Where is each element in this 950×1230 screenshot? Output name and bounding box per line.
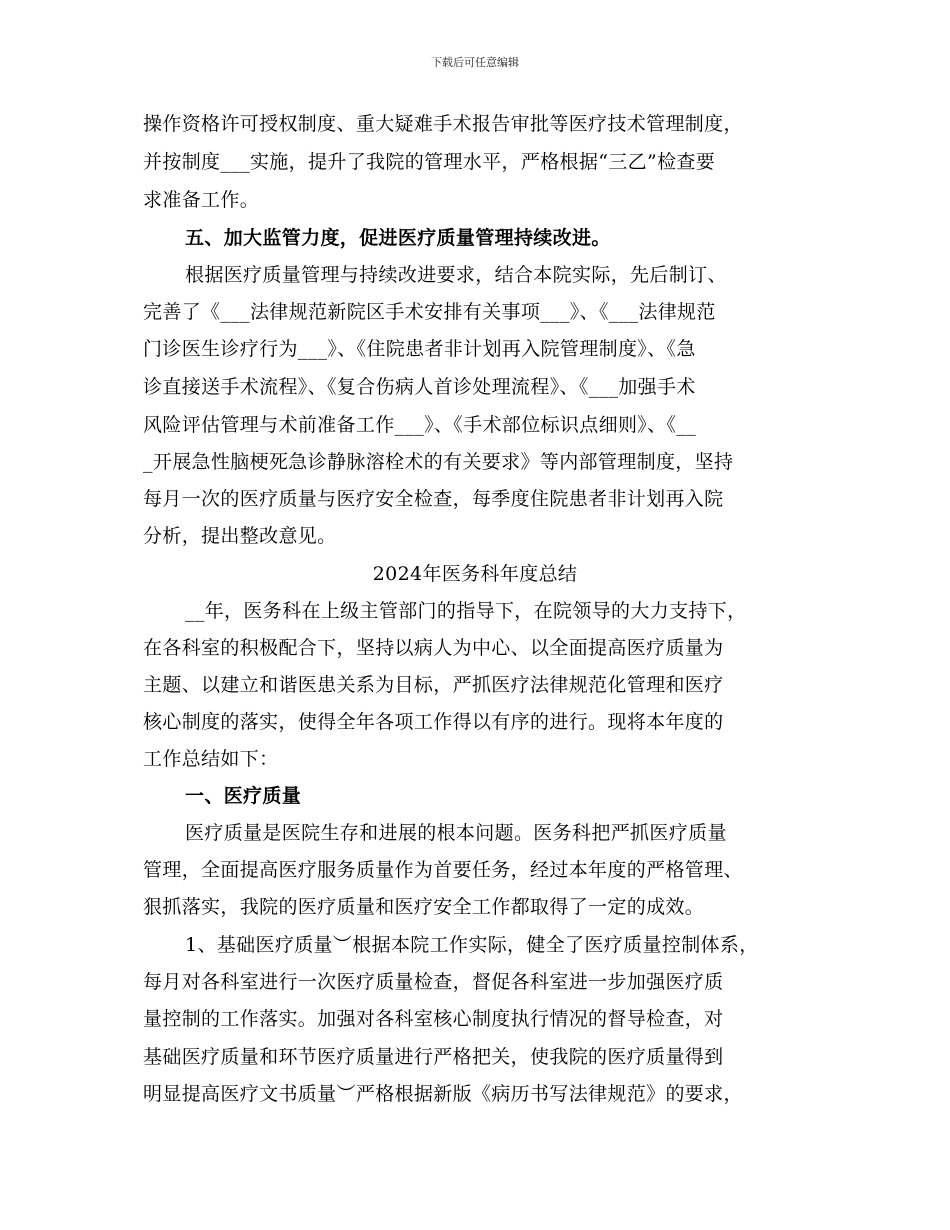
body-line: 风险评估管理与术前准备工作___》、《手术部位标识点细则》、《__ [143,414,697,436]
body-line: _开展急性脑梗死急诊静脉溶栓术的有关要求》等内部管理制度，坚持 [143,451,734,473]
body-line: 1、基础医疗质量︶根据本院工作实际，健全了医疗质量控制体系， [185,934,759,956]
body-line: 根据医疗质量管理与持续改进要求，结合本院实际，先后制订、 [185,264,727,286]
body-line: 狠抓落实，我院的医疗质量和医疗安全工作都取得了一定的成效。 [143,896,705,918]
document-title: 2024年医务科年度总结 [372,563,578,585]
body-line: 医疗质量是医院生存和进展的根本问题。医务科把严抓医疗质量 [185,822,727,844]
body-line: 求准备工作。 [143,189,260,211]
body-line: 基础医疗质量和环节医疗质量进行严格把关，使我院的医疗质量得到 [143,1046,724,1068]
body-line: 每月一次的医疗质量与医疗安全检查，每季度住院患者非计划再入院 [143,488,724,510]
body-line: 量控制的工作落实。加强对各科室核心制度执行情况的督导检查，对 [143,1008,724,1030]
body-line: 诊直接送手术流程》、《复合伤病人首诊处理流程》、《___加强手术 [143,376,696,398]
body-line: 门诊医生诊疗行为___》、《住院患者非计划再入院管理制度》、《急 [143,338,696,360]
body-line: 工作总结如下： [143,748,279,770]
body-line: __年，医务科在上级主管部门的指导下，在院领导的大力支持下， [185,600,747,622]
body-line: 并按制度___实施，提升了我院的管理水平，严格根据“三乙”检查要 [143,151,716,173]
body-line: 明显提高医疗文书质量︶严格根据新版《病历书写法律规范》的要求， [143,1083,743,1105]
body-line: 分析，提出整改意见。 [143,525,337,547]
section-heading: 五、加大监管力度，促进医疗质量管理持续改进。 [185,227,611,249]
page-header: 下载后可任意编辑 [431,56,519,69]
body-line: 主题、以建立和谐医患关系为目标，严抓医疗法律规范化管理和医疗 [143,674,724,696]
body-line: 管理，全面提高医疗服务质量作为首要任务，经过本年度的严格管理、 [143,859,743,881]
section-heading: 一、医疗质量 [185,785,302,807]
body-line: 核心制度的落实，使得全年各项工作得以有序的进行。现将本年度的 [143,711,724,733]
body-line: 在各科室的积极配合下，坚持以病人为中心、以全面提高医疗质量为 [143,637,724,659]
body-line: 操作资格许可授权制度、重大疑难手术报告审批等医疗技术管理制度， [143,113,743,135]
body-line: 每月对各科室进行一次医疗质量检查，督促各科室进一步加强医疗质 [143,971,724,993]
body-line: 完善了《___法律规范新院区手术安排有关事项___》、《___法律规范 [143,301,716,323]
